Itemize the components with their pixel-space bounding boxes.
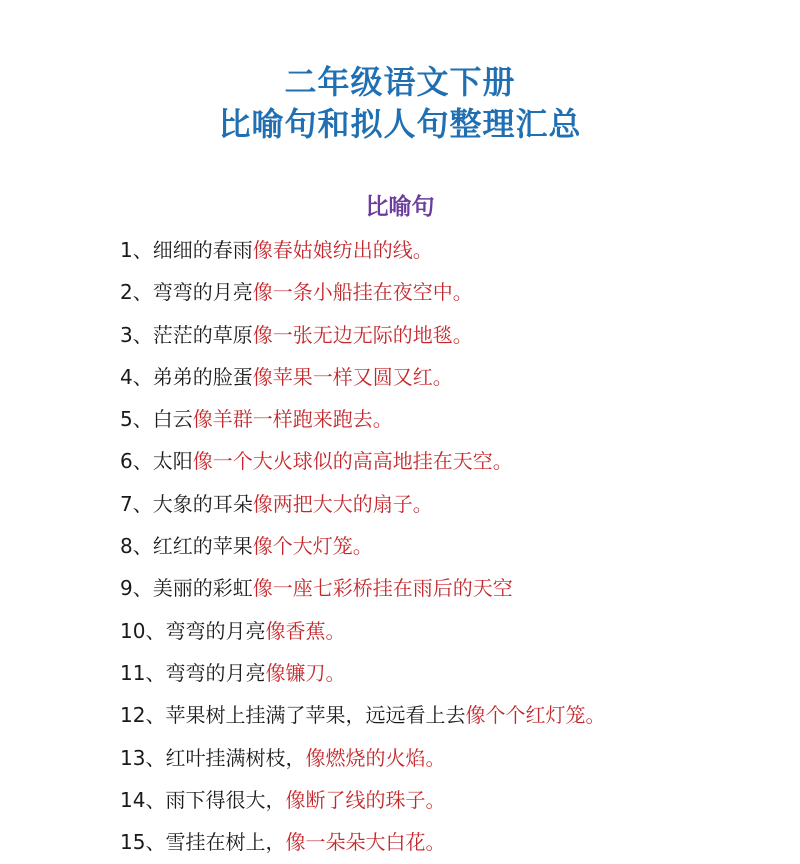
item-number: 12、 <box>120 703 166 728</box>
item-simile: 像一朵朵大白花。 <box>285 830 446 855</box>
item-simile: 像羊群一样跑来跑去。 <box>192 407 393 432</box>
item-simile: 像两把大大的扇子。 <box>252 491 433 516</box>
item-subject: 细细的春雨 <box>152 238 253 262</box>
list-item <box>120 611 605 653</box>
item-subject: 弟弟的脸蛋 <box>152 364 253 389</box>
item-simile: 像个大灯笼。 <box>252 534 373 559</box>
item-simile: 像断了线的珠子。 <box>285 787 446 812</box>
item-subject: 白云 <box>152 407 193 432</box>
item-number: 14、 <box>120 787 166 812</box>
section-heading: 比喻句 <box>365 194 435 220</box>
item-subject: 弯弯的月亮 <box>165 618 266 643</box>
item-number: 10、 <box>120 618 166 643</box>
item-subject: 美丽的彩虹 <box>152 576 253 601</box>
item-simile: 像香蕉。 <box>265 618 346 643</box>
item-subject: 红叶挂满树枝， <box>165 745 306 770</box>
item-number: 6、 <box>120 449 153 474</box>
item-number: 2、 <box>120 280 153 305</box>
item-simile: 像一座七彩桥挂在雨后的天空 <box>252 576 513 601</box>
list-item <box>120 738 605 780</box>
item-subject: 茫茫的草原 <box>152 322 253 347</box>
list-item <box>120 230 605 272</box>
document-title-line1: 二年级语文下册 <box>284 63 516 101</box>
item-subject: 苹果树上挂满了苹果，远远看上去 <box>165 703 466 728</box>
list-item <box>120 441 605 483</box>
list-item <box>120 315 605 357</box>
item-number: 13、 <box>120 745 166 770</box>
list-item <box>120 695 605 737</box>
sentence-list <box>120 230 605 864</box>
list-item <box>120 568 605 610</box>
list-item <box>120 357 605 399</box>
list-item <box>120 272 605 314</box>
item-simile: 像一张无边无际的地毯。 <box>252 322 473 347</box>
item-subject: 弯弯的月亮 <box>152 280 253 305</box>
item-number: 9、 <box>120 576 153 601</box>
item-number: 11、 <box>120 660 166 685</box>
item-number: 15、 <box>120 830 166 855</box>
item-number: 8、 <box>120 534 153 559</box>
item-simile: 像一个大火球似的高高地挂在天空。 <box>192 449 513 474</box>
list-item <box>120 653 605 695</box>
item-subject: 雪挂在树上， <box>165 830 286 855</box>
item-simile: 像燃烧的火焰。 <box>305 745 446 770</box>
item-subject: 弯弯的月亮 <box>165 660 266 685</box>
list-item <box>120 526 605 568</box>
item-subject: 大象的耳朵 <box>152 491 253 516</box>
item-simile: 像春姑娘纺出的线。 <box>252 238 433 262</box>
item-number: 5、 <box>120 407 153 432</box>
document-title-line2: 比喻句和拟人句整理汇总 <box>218 105 582 143</box>
item-simile: 像苹果一样又圆又红。 <box>252 364 453 389</box>
item-number: 1、 <box>120 238 153 262</box>
item-simile: 像个个红灯笼。 <box>465 703 606 728</box>
item-subject: 太阳 <box>152 449 193 474</box>
list-item <box>120 399 605 441</box>
item-subject: 红红的苹果 <box>152 534 253 559</box>
item-simile: 像镰刀。 <box>265 660 346 685</box>
item-number: 4、 <box>120 364 153 389</box>
list-item <box>120 780 605 822</box>
list-item <box>120 484 605 526</box>
item-simile: 像一条小船挂在夜空中。 <box>252 280 473 305</box>
item-subject: 雨下得很大， <box>165 787 286 812</box>
list-item <box>120 822 605 864</box>
item-number: 7、 <box>120 491 153 516</box>
item-number: 3、 <box>120 322 153 347</box>
